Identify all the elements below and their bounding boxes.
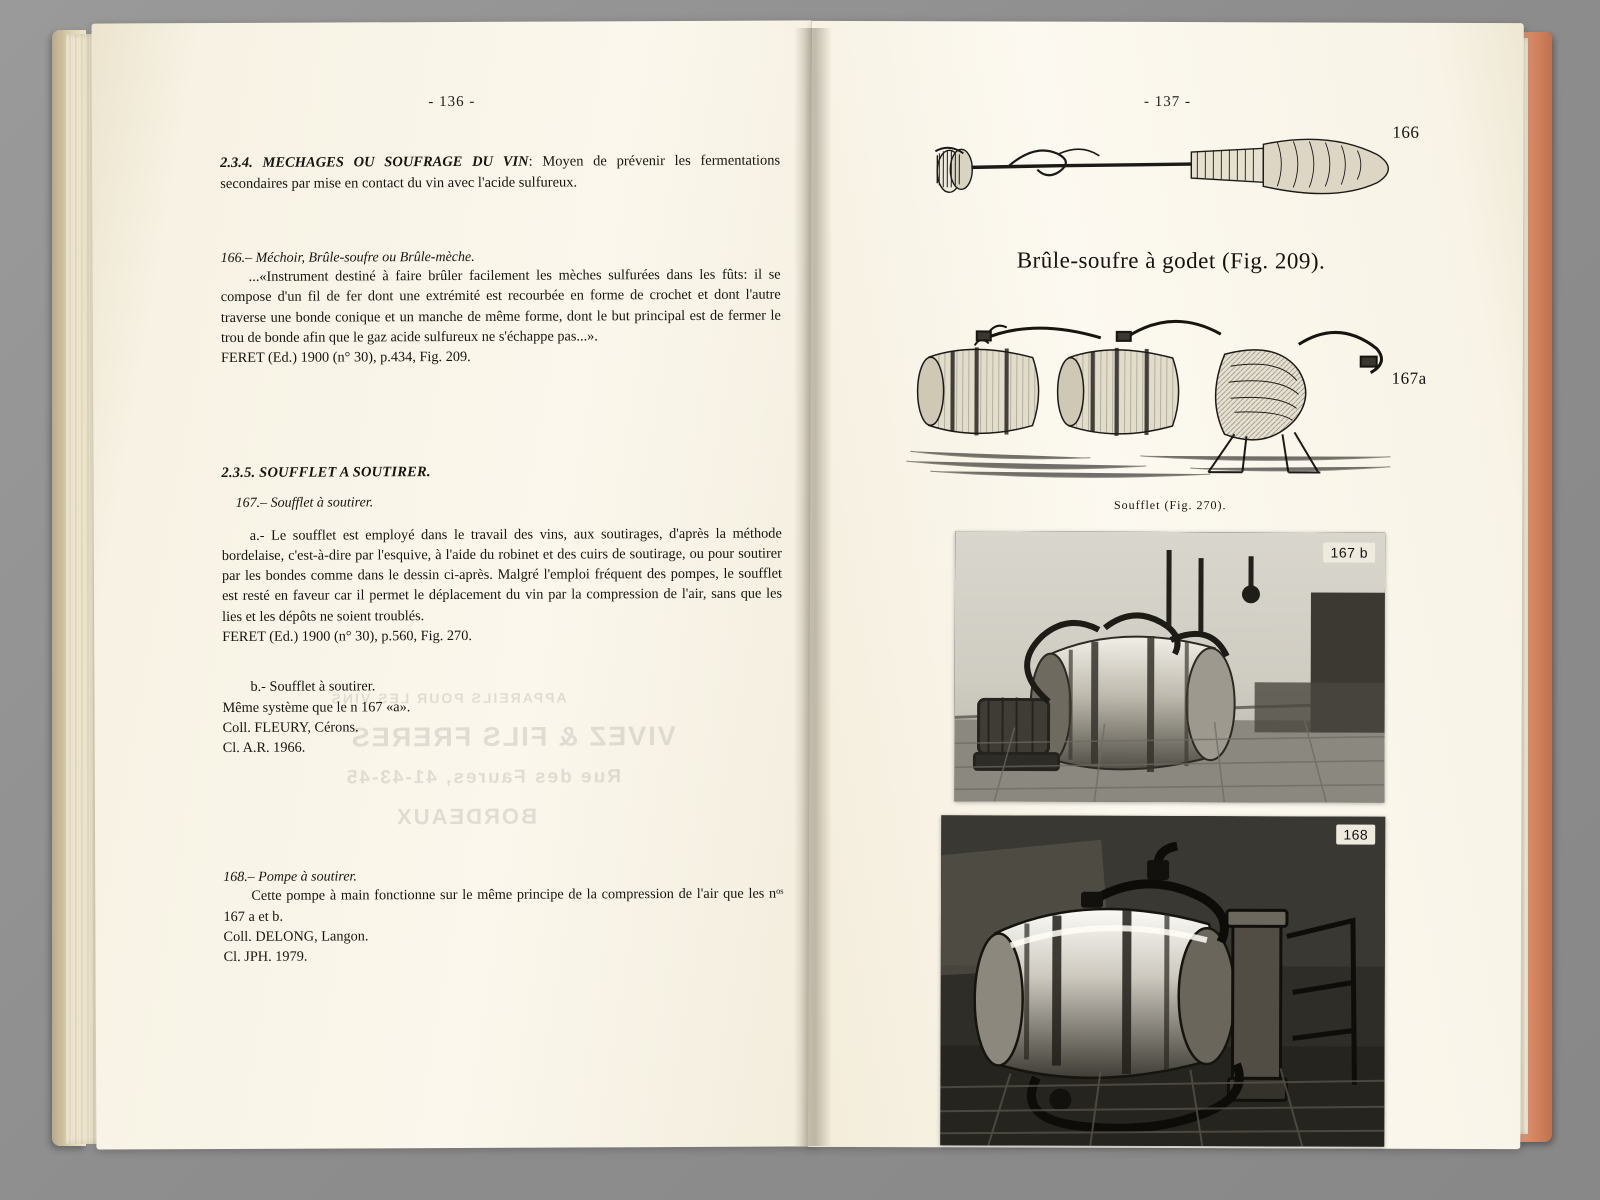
figure-168-number: 168 [1336,825,1375,845]
left-page-number: - 136 - [428,93,476,111]
entry-168-body: Cette pompe à main fonctionne sur le même principe de la compression de l'air que les nᵒˢ 167 a et b. [223,886,784,925]
open-book [52,14,1552,1174]
figure-167b-image [954,531,1385,802]
figure-167b-number: 167 b [1324,542,1376,562]
section-2-3-4-heading-title: 2.3.4. MECHAGES OU SOUFRAGE DU VIN [220,153,529,172]
figure-166-engraving [891,121,1451,243]
section-2-3-4-heading-text: : Moyen de prévenir les fermentations secondaires par mise en contact du vin avec l'acide sulfureux. [220,152,781,193]
figure-167a-number: 167a [1391,368,1427,388]
right-page [808,21,1524,1149]
entry-168-title: 168.– Pompe à soutirer. [223,869,357,886]
right-page-content [868,81,1471,1147]
figure-167a-caption: Soufflet (Fig. 270). [1113,497,1227,513]
section-2-3-5-heading: 2.3.5. SOUFFLET A SOUTIRER. [221,463,431,481]
figure-166 [891,121,1451,273]
figure-166-number: 166 [1392,122,1420,142]
right-page-number: - 137 - [1143,93,1192,111]
left-page [92,20,817,1149]
entry-167-title: 167.– Soufflet à soutirer. [235,494,374,511]
entry-166-reference: FERET (Ed.) 1900 (n° 30), p.434, Fig. 209. [220,349,471,367]
entry-167b-line2: Même système que le n 167 «a». [222,698,411,716]
entry-167a-reference: FERET (Ed.) 1900 (n° 30), p.560, Fig. 270. [222,627,472,646]
figure-167b-photograph [954,531,1385,802]
entry-166-title: 166.– Méchoir, Brûle-soufre ou Brûle-mèche. [220,249,475,267]
showthrough-text-2: Rue des Faures, 41-43-45 [344,766,622,789]
showthrough-text-3: BORDEAUX [394,803,537,830]
entry-167b-line1: b.- Soufflet à soutirer. [250,678,376,696]
section-2-3-4-heading [220,151,780,195]
figure-167a [890,295,1451,527]
figure-166-caption: Brûle-soufre à godet (Fig. 209). [1016,247,1326,274]
figure-167a-engraving [890,295,1451,497]
showthrough-text-4: APPAREILS POUR LES VINS [329,689,567,707]
showthrough-text-1: VIVEZ & FILS FRERES [349,721,676,753]
figure-168-image [940,815,1385,1146]
entry-166-body: ...«Instrument destiné à faire brûler facilement les mèches sulfurées dans les fûts: il se compose d'un fil de fer dont une extrémité est recourbée en forme de crochet et dont l'autre traverse une bonde conique et un manche de même forme, dont le but principal est de fermer le trou de bonde afin que le gaz acide sulfureux ne s'échappe pas...». [220,266,781,346]
entry-167b-line3: Coll. FLEURY, Cérons. [222,719,359,736]
entry-167b-line4: Cl. A.R. 1966. [222,739,306,757]
figure-168-photograph [940,815,1385,1146]
entry-168-reference-1: Coll. DELONG, Langon. [223,928,369,946]
entry-168-reference-2: Cl. JPH. 1979. [223,949,308,966]
entry-167a-body: a.- Le soufflet est employé dans le travail des vins, aux soutirages, d'après la méthode bordelaise, c'est-à-dire par l'esquive, à l'aide du robinet et des cuirs de soutirage, ou pour soutirer par les bondes comme dans le dessin ci-après. Malgré l'emploi fréquent des pompes, le soufflet est resté en faveur car il permet le déplacement du vin par la compression de l'air, sans que les lies et les dépôts ne soient troublés. [221,525,783,625]
left-page-content [220,151,784,968]
